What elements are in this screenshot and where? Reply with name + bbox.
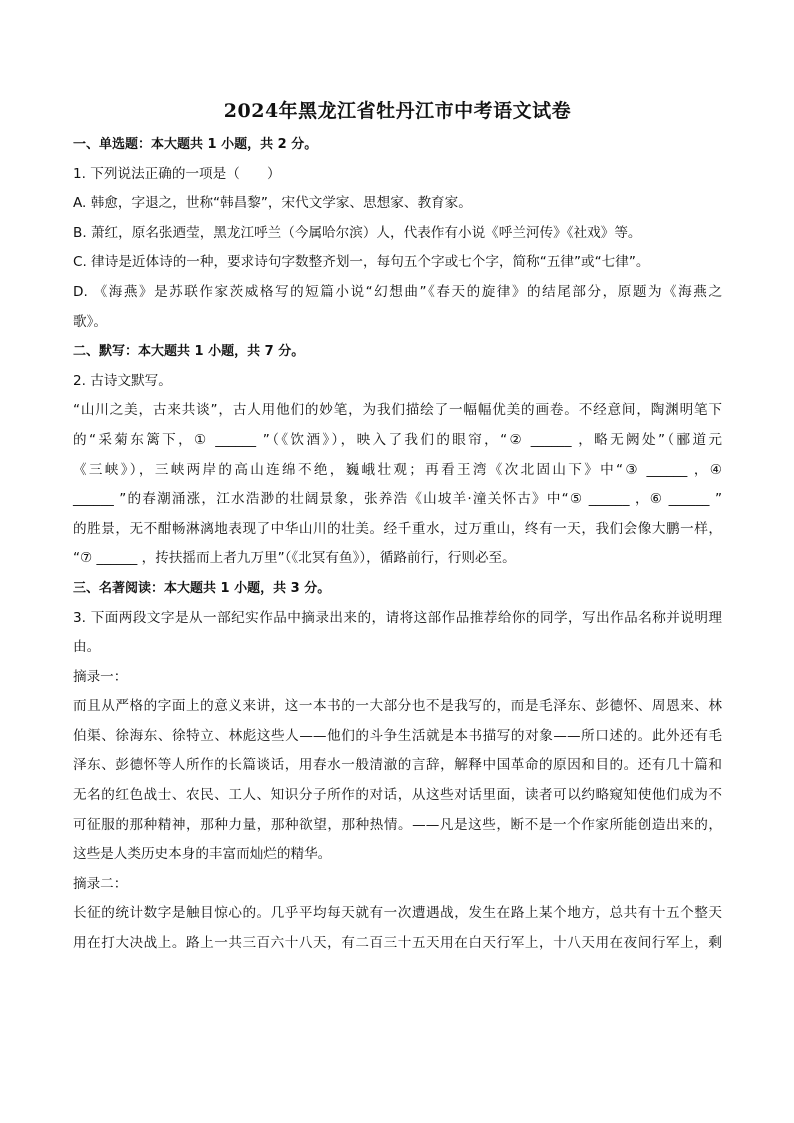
excerpt-1-line: 这些是人类历史本身的丰富而灿烂的精华。 (73, 846, 332, 863)
option-b: B. 萧红，原名张迺莹，黑龙江呼兰（今属哈尔滨）人，代表作有小说《呼兰河传》《社戏》等。 (73, 224, 642, 241)
excerpt-1-label: 摘录一： (73, 668, 128, 685)
excerpt-2-label: 摘录二： (73, 875, 128, 892)
section-info: 本大题共 1 小题，共 2 分。 (151, 137, 318, 152)
option-a: A. 韩愈，字退之，世称“韩昌黎”，宋代文学家、思想家、教育家。 (73, 195, 472, 212)
section-heading-single-choice (73, 130, 722, 160)
section-heading-dictation (73, 337, 722, 367)
option-d-continued: 歌》。 (73, 313, 107, 330)
excerpt-1-line: 可征服的那种精神，那种力量，那种欲望，那种热情。——凡是这些，断不是一个作家所能创造出来的， (73, 816, 722, 833)
excerpt-1-line: 伯渠、徐海东、徐特立、林彪这些人——他们的斗争生活就是本书描写的对象——所口述的。此外还有毛 (73, 727, 722, 744)
section-heading-classics-reading (73, 574, 722, 604)
question-2-line: “⑦ ______ ，抟扶摇而上者九万里”（《北冥有鱼》），循路前行，行则必至。 (73, 550, 516, 567)
section-prefix: 一、单选题： (73, 137, 152, 152)
page-title: 2024年黑龙江省牡丹江市中考语文试卷 (223, 100, 572, 122)
option-c: C. 律诗是近体诗的一种，要求诗句字数整齐划一，每句五个字或七个字，简称“五律”或“七律”。 (73, 254, 650, 271)
option-d: D. 《海燕》是苏联作家茨威格写的短篇小说“幻想曲”《春天的旋律》的结尾部分，原题为《海燕之 (73, 283, 722, 300)
excerpt-1-line: 泽东、彭德怀等人所作的长篇谈话，用春水一般清澈的言辞，解释中国革命的原因和目的。还有几十篇和 (73, 757, 722, 774)
excerpt-2-line: 用在打大决战上。路上一共三百六十八天，有二百三十五天用在白天行军上，十八天用在夜间行军上，剩 (73, 935, 722, 952)
section-prefix: 三、名著阅读： (73, 580, 165, 596)
question-3-stem: 3. 下面两段文字是从一部纪实作品中摘录出来的，请将这部作品推荐给你的同学，写出作品名称并说明理 (73, 609, 722, 626)
section-info: 本大题共 1 小题，共 3 分。 (164, 580, 331, 596)
section-info: 本大题共 1 小题，共 7 分。 (138, 344, 305, 360)
excerpt-2-line: 长征的统计数字是触目惊心的。几乎平均每天就有一次遭遇战，发生在路上某个地方，总共有十五个整天 (73, 905, 722, 922)
question-2-line: “山川之美，古来共谈”，古人用他们的妙笔，为我们描绘了一幅幅优美的画卷。不经意间，陶渊明笔下 (73, 402, 722, 419)
question-1-stem: 1. 下列说法正确的一项是（ ） (73, 165, 281, 182)
question-2-line: 的胜景，无不酣畅淋漓地表现了中华山川的壮美。经千重水，过万重山，终有一天，我们会像大鹏一样， (73, 520, 722, 537)
question-3-stem-continued: 由。 (73, 639, 101, 656)
question-2-line: 《三峡》），三峡两岸的高山连绵不绝，巍峨壮观；再看王湾《次北固山下》中“③ ______ ，④ (73, 461, 722, 478)
question-2-line: 的“采菊东篱下，① ______ ”（《饮酒》），映入了我们的眼帘，“② ______ ，略无阙处”（郦道元 (73, 431, 722, 448)
question-2-stem: 2. 古诗文默写。 (73, 372, 172, 389)
excerpt-1-line: 无名的红色战士、农民、工人、知识分子所作的对话，从这些对话里面，读者可以约略窥知使他们成为不 (73, 787, 722, 804)
excerpt-1-line: 而且从严格的字面上的意义来讲，这一本书的一大部分也不是我写的，而是毛泽东、彭德怀、周恩来、林 (73, 698, 722, 715)
section-prefix: 二、默写： (73, 344, 139, 360)
question-2-line: ______ ”的春潮涌涨，江水浩渺的壮阔景象，张养浩《山坡羊·潼关怀古》中“⑤ ______ ，⑥ ______ ” (73, 491, 722, 508)
